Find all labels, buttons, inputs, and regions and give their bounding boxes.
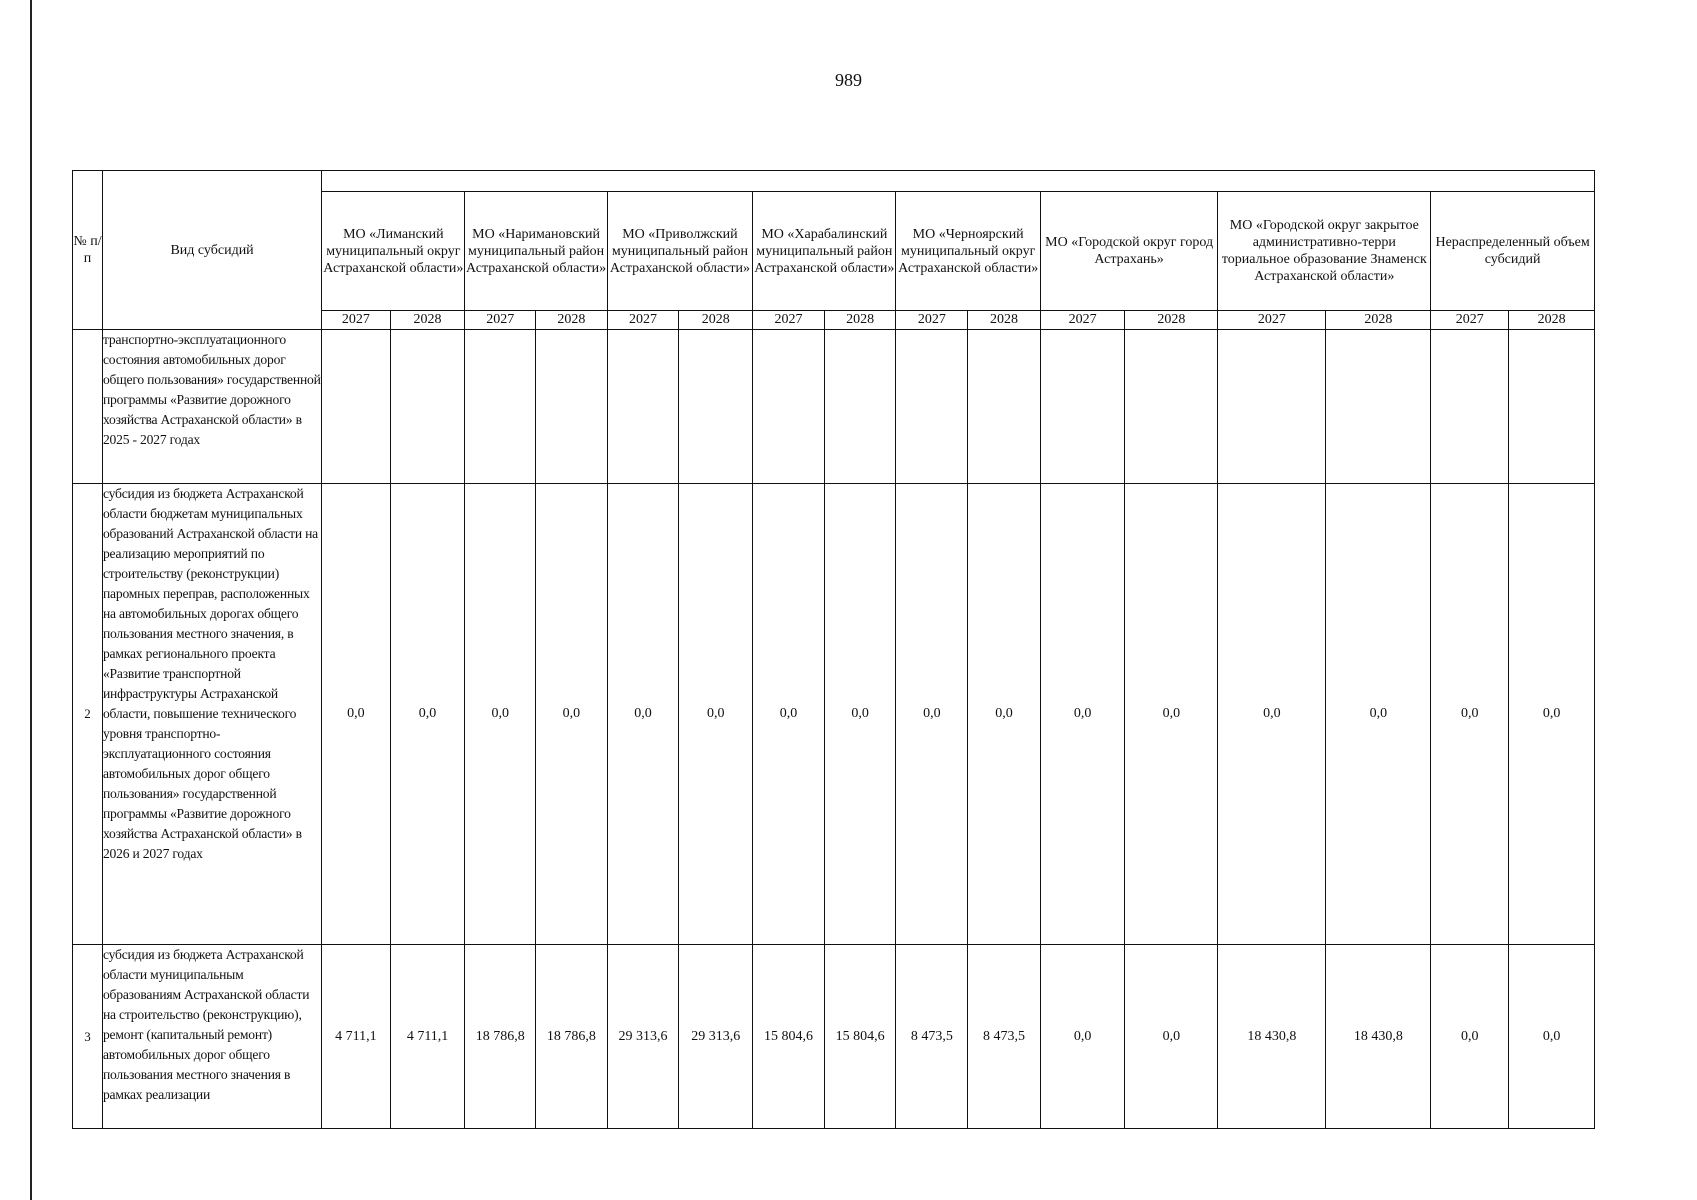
value-cell (1040, 330, 1124, 484)
value-cell (824, 330, 896, 484)
value-cell: 15 804,6 (753, 945, 825, 1129)
row-number: 3 (73, 945, 103, 1129)
value-cell: 0,0 (1326, 484, 1431, 945)
header-municipality: МО «Приволжский муниципальный район Астраханской области» (607, 192, 752, 311)
header-municipality: МО «Лиманский муниципальный округ Астраханской области» (322, 192, 465, 311)
row-description: субсидия из бюджета Астраханской области муниципальным образованиям Астраханской области на строительство (реконструкцию), ремонт (капитальный ремонт) автомобильных дорог общего пользования местного значения в рамках реализации (102, 945, 321, 1129)
page-number: 989 (835, 70, 862, 90)
header-year: 2027 (896, 311, 968, 330)
header-num: № п/п (73, 171, 103, 330)
subsidies-table (72, 170, 1595, 1129)
value-cell: 8 473,5 (968, 945, 1041, 1129)
header-municipality: МО «Городской округ закрытое административно-терри ториальное образование Знаменск Астраханской области» (1218, 192, 1431, 311)
value-cell (1509, 330, 1595, 484)
value-cell: 0,0 (390, 484, 465, 945)
header-year: 2028 (679, 311, 753, 330)
header-year: 2028 (536, 311, 608, 330)
header-year: 2028 (1125, 311, 1218, 330)
value-cell: 0,0 (1125, 945, 1218, 1129)
value-cell: 8 473,5 (896, 945, 968, 1129)
row-description: субсидия из бюджета Астраханской области бюджетам муниципальных образований Астраханской области на реализацию мероприятий по строительству (реконструкции) паромных переправ, расположенных на автомобильных дорогах общего пользования местного значения, в рамках регионального проекта «Развитие транспортной инфраструктуры Астраханской области, повышение технического уровня транспортно-эксплуатационного состояния автомобильных дорог общего пользования» государственной программы «Развитие дорожного хозяйства Астраханской области» в 2026 и 2027 годах (102, 484, 321, 945)
header-row-top (73, 171, 1595, 192)
header-year: 2027 (322, 311, 390, 330)
header-year: 2027 (1040, 311, 1124, 330)
row-description: транспортно-эксплуатационного состояния автомобильных дорог общего пользования» государственной программы «Развитие дорожного хозяйства Астраханской области» в 2025 - 2027 годах (102, 330, 321, 484)
value-cell: 0,0 (824, 484, 896, 945)
header-municipality: МО «Городской округ город Астрахань» (1040, 192, 1218, 311)
value-cell: 0,0 (536, 484, 608, 945)
value-cell: 0,0 (679, 484, 753, 945)
value-cell: 0,0 (1040, 945, 1124, 1129)
value-cell (390, 330, 465, 484)
value-cell (968, 330, 1041, 484)
value-cell (679, 330, 753, 484)
header-year: 2027 (465, 311, 536, 330)
value-cell: 0,0 (1509, 945, 1595, 1129)
header-year: 2028 (824, 311, 896, 330)
header-subsidy-type: Вид субсидий (102, 171, 321, 330)
row-number: 2 (73, 484, 103, 945)
value-cell: 4 711,1 (390, 945, 465, 1129)
header-municipality: МО «Наримановский муниципальный район Астраханской области» (465, 192, 607, 311)
value-cell: 0,0 (1218, 484, 1326, 945)
page-binding-line (30, 0, 32, 1200)
value-cell: 0,0 (1431, 945, 1509, 1129)
value-cell: 18 786,8 (536, 945, 608, 1129)
value-cell: 0,0 (1431, 484, 1509, 945)
value-cell: 18 430,8 (1218, 945, 1326, 1129)
row-number (73, 330, 103, 484)
header-year: 2027 (1218, 311, 1326, 330)
header-year: 2027 (753, 311, 825, 330)
header-year: 2028 (968, 311, 1041, 330)
value-cell (322, 330, 390, 484)
value-cell: 18 430,8 (1326, 945, 1431, 1129)
header-municipality: Нераспределенный объем субсидий (1431, 192, 1595, 311)
value-cell: 18 786,8 (465, 945, 536, 1129)
value-cell: 0,0 (465, 484, 536, 945)
header-municipality: МО «Харабалинский муниципальный район Астраханской области» (753, 192, 896, 311)
value-cell: 0,0 (322, 484, 390, 945)
value-cell (465, 330, 536, 484)
value-cell (536, 330, 608, 484)
value-cell: 0,0 (607, 484, 679, 945)
value-cell (1326, 330, 1431, 484)
table-row (73, 330, 1595, 484)
value-cell (607, 330, 679, 484)
value-cell: 29 313,6 (607, 945, 679, 1129)
header-top-blank (322, 171, 1595, 192)
value-cell: 0,0 (1040, 484, 1124, 945)
value-cell (896, 330, 968, 484)
value-cell: 29 313,6 (679, 945, 753, 1129)
table-row (73, 484, 1595, 945)
table-body (73, 330, 1595, 1129)
header-year: 2028 (1326, 311, 1431, 330)
value-cell: 0,0 (896, 484, 968, 945)
header-municipality: МО «Черноярский муниципальный округ Астраханской области» (896, 192, 1040, 311)
value-cell (753, 330, 825, 484)
header-year: 2028 (390, 311, 465, 330)
value-cell: 4 711,1 (322, 945, 390, 1129)
value-cell: 0,0 (753, 484, 825, 945)
value-cell: 0,0 (1509, 484, 1595, 945)
value-cell (1125, 330, 1218, 484)
value-cell: 0,0 (1125, 484, 1218, 945)
value-cell: 0,0 (968, 484, 1041, 945)
value-cell: 15 804,6 (824, 945, 896, 1129)
value-cell (1218, 330, 1326, 484)
table-row (73, 945, 1595, 1129)
header-year: 2028 (1509, 311, 1595, 330)
header-year: 2027 (1431, 311, 1509, 330)
value-cell (1431, 330, 1509, 484)
header-year: 2027 (607, 311, 679, 330)
